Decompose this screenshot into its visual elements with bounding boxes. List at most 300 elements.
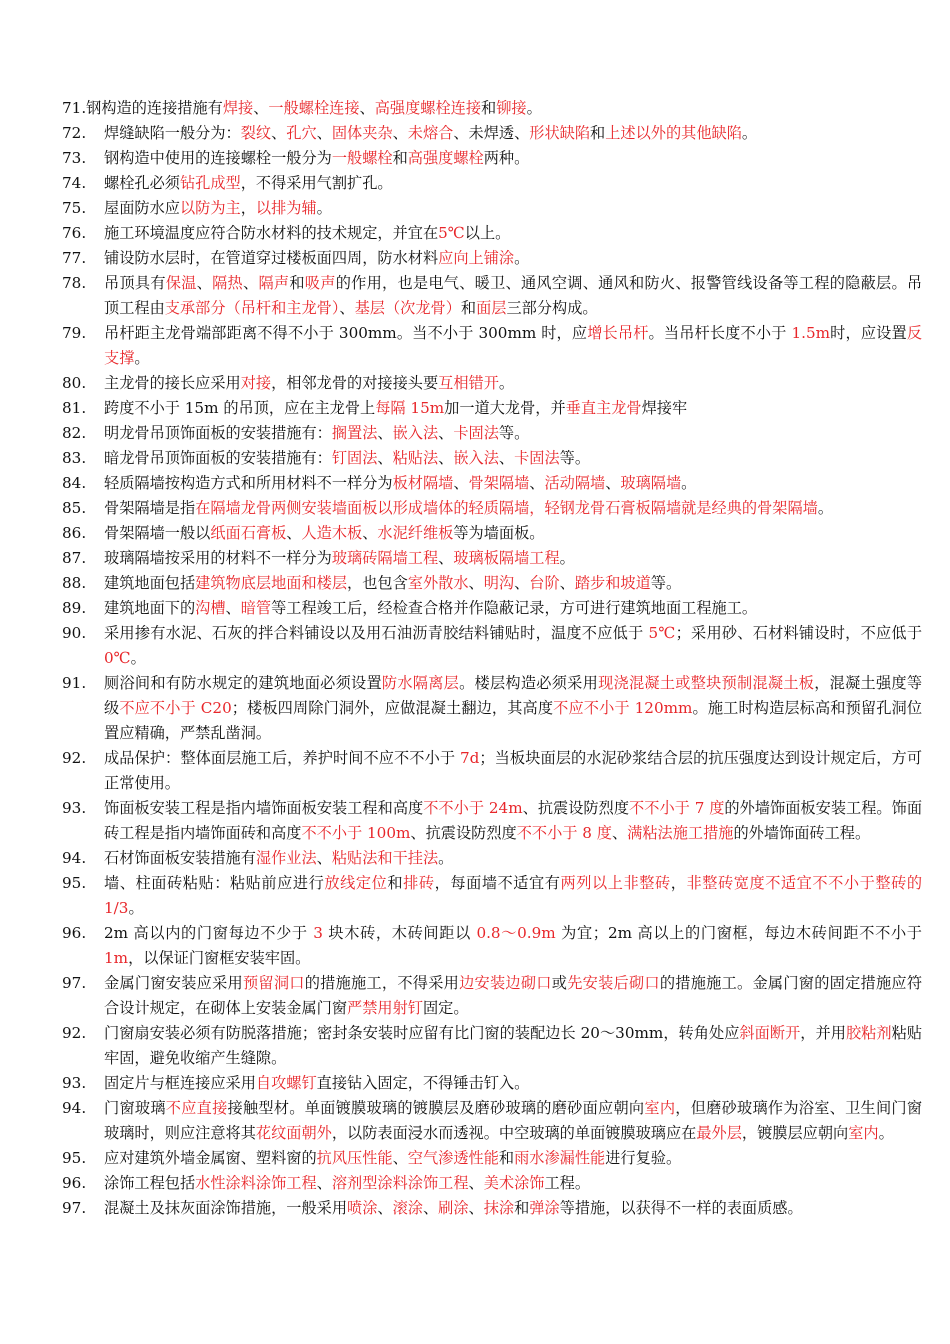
item-number: 71. <box>62 99 87 117</box>
item-text <box>104 446 922 471</box>
text-run: 等。 <box>498 424 530 442</box>
text-run: ，相邻龙骨的对接接头要 <box>271 374 439 392</box>
text-run: 的措施施工，不得采用 <box>304 974 460 992</box>
text-run: 。 <box>438 849 454 867</box>
text-run: 金属门窗安装应采用 <box>104 974 243 992</box>
highlighted-term: 以排为辅 <box>255 199 317 217</box>
highlighted-term: 嵌入法 <box>392 424 439 442</box>
text-run: ， <box>240 199 256 217</box>
highlighted-term: 钉固法 <box>331 449 378 467</box>
text-run: 、 <box>243 274 259 292</box>
item-number: 80. <box>62 374 87 392</box>
text-run: 、 <box>453 474 469 492</box>
text-run: 时，应设置 <box>830 324 907 342</box>
text-run: 涂饰工程包括 <box>104 1174 196 1192</box>
highlighted-term: 抗风压性能 <box>316 1149 393 1167</box>
text-run: 螺栓孔必须 <box>104 174 180 192</box>
text-run: 门窗扇安装必须有防脱落措施；密封条安装时应留有比门窗的装配边长 20～30mm，转角处应 <box>104 1024 740 1042</box>
item-number: 95. <box>62 874 87 892</box>
text-run: 石材饰面板安装措施有 <box>104 849 256 867</box>
highlighted-term: 高强度螺栓连接 <box>374 99 482 117</box>
text-run: 、抗震设防烈度 <box>522 799 630 817</box>
item-number: 91. <box>62 674 87 692</box>
text-run: 。 <box>878 1124 894 1142</box>
text-run: 跨度不小于 15m 的吊顶，应在主龙骨上 <box>104 399 376 417</box>
highlighted-term: 不应不小于 120mm <box>553 699 693 717</box>
text-run: ，但磨砂玻璃作为浴室、卫生间门窗玻璃时，则应注意将其 <box>104 1099 923 1142</box>
highlighted-term: 吸声 <box>304 274 336 292</box>
highlighted-term: 未熔合 <box>407 124 454 142</box>
highlighted-term: 喷涂 <box>347 1199 378 1217</box>
item-text <box>104 196 922 221</box>
text-run: ；当板块面层的水泥砂浆结合层的抗压强度达到设计规定后，方可正常使用。 <box>104 749 923 792</box>
text-run: 、 <box>316 124 332 142</box>
highlighted-term: 5℃ <box>438 224 465 242</box>
highlighted-term: 先安装后砌口 <box>567 974 660 992</box>
list-item <box>62 146 922 171</box>
text-run: 和 <box>481 99 497 117</box>
highlighted-term: 满粘法施工措施 <box>627 824 734 842</box>
text-run: 。当吊杆长度不小于 <box>648 324 792 342</box>
item-text <box>104 1171 922 1196</box>
text-run: 、 <box>611 824 628 842</box>
item-text <box>104 171 922 196</box>
highlighted-term: 0℃ <box>104 649 131 667</box>
text-run: 。 <box>681 474 697 492</box>
text-run: 焊缝缺陷一般分为： <box>104 124 241 142</box>
text-run: ；楼板四周除门洞外，应做混凝土翻边，其高度 <box>231 699 554 717</box>
text-run: 。楼层构造必须采用 <box>459 674 599 692</box>
highlighted-term: 垂直主龙骨 <box>565 399 642 417</box>
text-run: 墙、柱面砖粘贴：粘贴前应进行 <box>104 874 325 892</box>
text-run: 主龙骨的接长应采用 <box>104 374 241 392</box>
highlighted-term: 纸面石膏板 <box>210 524 287 542</box>
list-item <box>62 1071 922 1096</box>
highlighted-term: 应向上铺涂 <box>438 249 515 267</box>
item-number: 73. <box>62 149 87 167</box>
text-run: 、 <box>359 99 375 117</box>
list-item <box>62 1096 922 1146</box>
highlighted-term: 两列以上非整砖 <box>560 874 671 892</box>
item-text <box>104 671 922 746</box>
item-number: 77. <box>62 249 87 267</box>
item-text <box>104 571 922 596</box>
list-item <box>62 846 922 871</box>
text-run: 。施工时构造层标高和预留孔洞位置应精确，严禁乱凿洞。 <box>104 699 923 742</box>
text-run: 轻质隔墙按构造方式和所用材料不一样分为 <box>104 474 393 492</box>
highlighted-term: 高强度螺栓 <box>407 149 484 167</box>
list-item <box>62 546 922 571</box>
highlighted-term: 明沟 <box>483 574 515 592</box>
item-text <box>104 796 922 846</box>
item-number: 79. <box>62 324 87 342</box>
text-run: 接触型材。单面镀膜玻璃的镀膜层及磨砂玻璃的磨砂面应朝向 <box>227 1099 645 1117</box>
item-number: 92. <box>62 749 87 767</box>
item-number: 86. <box>62 524 87 542</box>
item-text <box>86 96 922 121</box>
text-run: ，不得采用气割扩孔。 <box>240 174 393 192</box>
text-run: 屋面防水应 <box>104 199 180 217</box>
highlighted-term: 孔穴 <box>286 124 317 142</box>
text-run: 或 <box>551 974 568 992</box>
list-item <box>62 271 922 321</box>
list-item <box>62 321 922 371</box>
highlighted-term: 钻孔成型 <box>179 174 241 192</box>
text-run: ，镀膜层应朝向 <box>741 1124 849 1142</box>
highlighted-term: 不应不小于 C20 <box>119 699 232 717</box>
highlighted-term: 互相错开 <box>438 374 499 392</box>
text-run: 、 <box>559 574 575 592</box>
highlighted-term: 每隔 15m <box>375 399 445 417</box>
text-run: 。 <box>130 649 146 667</box>
list-item <box>62 971 922 1021</box>
text-run: 、 <box>339 299 355 317</box>
item-number: 78. <box>62 274 87 292</box>
list-item <box>62 1146 922 1171</box>
text-run: 粘贴牢固，避免收缩产生缝隙。 <box>104 1024 923 1067</box>
text-run: ，也包含 <box>347 574 408 592</box>
highlighted-term: 雨水渗漏性能 <box>514 1149 606 1167</box>
list-item <box>62 221 922 246</box>
highlighted-term: 斜面断开 <box>739 1024 801 1042</box>
list-item <box>62 596 922 621</box>
highlighted-term: 铆接 <box>496 99 527 117</box>
item-text <box>104 871 922 921</box>
text-run: 、 <box>316 1174 332 1192</box>
text-run: 。 <box>316 199 332 217</box>
item-number: 74. <box>62 174 87 192</box>
item-text <box>104 596 922 621</box>
highlighted-term: 台阶 <box>529 574 560 592</box>
text-run: 建筑地面下的 <box>104 599 196 617</box>
item-text <box>104 521 922 546</box>
text-run: 的措施施工。金属门窗的固定措施应符合设计规定，在砌体上安装金属门窗 <box>104 974 923 1017</box>
highlighted-term: 美术涂饰 <box>483 1174 545 1192</box>
text-run: 和 <box>460 299 477 317</box>
text-run: 、 <box>498 449 515 467</box>
highlighted-term: 5℃ <box>648 624 676 642</box>
highlighted-term: 3 <box>313 924 323 942</box>
list-item <box>62 1171 922 1196</box>
text-run: 固定片与框连接应采用 <box>104 1074 256 1092</box>
list-item <box>62 246 922 271</box>
highlighted-term: 粘贴法和干挂法 <box>331 849 439 867</box>
highlighted-term: 建筑物底层地面和楼层 <box>195 574 347 592</box>
text-run: 、 <box>377 424 393 442</box>
highlighted-term: 不应直接 <box>165 1099 228 1117</box>
text-run: 块木砖，木砖间距以 <box>322 924 477 942</box>
highlighted-term: 一般螺栓 <box>331 149 393 167</box>
text-run: 。 <box>817 499 833 517</box>
highlighted-term: 基层（次龙骨） <box>354 299 461 317</box>
list-item <box>62 1196 922 1221</box>
list-item <box>62 746 922 796</box>
highlighted-term: 室外散水 <box>407 574 469 592</box>
text-run: 吊杆距主龙骨端部距离不得不小于 300mm。当不小于 300mm 时，应 <box>104 324 588 342</box>
text-run: 等工程竣工后，经检查合格并作隐蔽记录，方可进行建筑地面工程施工。 <box>271 599 758 617</box>
text-run: 等措施，以获得不一样的表面质感。 <box>559 1199 803 1217</box>
item-text <box>104 496 922 521</box>
item-number: 89. <box>62 599 87 617</box>
text-run: ；采用砂、石材料铺设时，不应低于 <box>675 624 923 642</box>
highlighted-term: 裂纹 <box>240 124 272 142</box>
item-text <box>104 221 922 246</box>
item-number: 93. <box>62 1074 87 1092</box>
item-number: 94. <box>62 1099 87 1117</box>
item-number: 93. <box>62 799 87 817</box>
highlighted-term: 对接 <box>240 374 272 392</box>
list-item <box>62 421 922 446</box>
highlighted-term: 滚涂 <box>392 1199 423 1217</box>
item-text <box>104 371 922 396</box>
text-run: 和 <box>289 274 305 292</box>
highlighted-term: 边安装边砌口 <box>459 974 552 992</box>
item-text <box>104 1096 922 1146</box>
text-run: 明龙骨吊顶饰面板的安装措施有： <box>104 424 332 442</box>
highlighted-term: 卡固法 <box>514 449 560 467</box>
text-run: 暗龙骨吊顶饰面板的安装措施有： <box>104 449 332 467</box>
text-run: 、抗震设防烈度 <box>410 824 517 842</box>
item-text <box>104 471 922 496</box>
highlighted-term: 骨架隔墙 <box>468 474 530 492</box>
text-run: 、 <box>514 574 530 592</box>
list-item <box>62 446 922 471</box>
text-run: 直接钻入固定，不得锤击钉入。 <box>316 1074 530 1092</box>
list-item <box>62 496 922 521</box>
text-run: 和 <box>387 874 404 892</box>
item-text <box>104 246 922 271</box>
text-run: 的外墙饰面板安装工程。饰面砖工程是指内墙饰面砖和高度 <box>104 799 923 842</box>
highlighted-term: 溶剂型涂料涂饰工程 <box>331 1174 469 1192</box>
text-run: 、 <box>377 1199 393 1217</box>
list-item <box>62 471 922 496</box>
item-text <box>104 1071 922 1096</box>
highlighted-term: 严禁用射钉 <box>347 999 423 1017</box>
list-item <box>62 196 922 221</box>
highlighted-term: 踏步和坡道 <box>574 574 651 592</box>
text-run: 。 <box>559 549 575 567</box>
highlighted-term: 嵌入法 <box>453 449 499 467</box>
highlighted-term: 保温 <box>165 274 197 292</box>
item-number: 92. <box>62 1024 87 1042</box>
text-run: ，并用 <box>800 1024 846 1042</box>
highlighted-term: 板材隔墙 <box>392 474 454 492</box>
text-run: 施工环境温度应符合防水材料的技术规定，并宜在 <box>104 224 439 242</box>
item-number: 95. <box>62 1149 87 1167</box>
text-run: 、 <box>468 1199 484 1217</box>
highlighted-term: 不不小于 7 度 <box>629 799 725 817</box>
highlighted-term: 自攻螺钉 <box>255 1074 317 1092</box>
highlighted-term: 支承部分（吊杆和主龙骨） <box>164 299 340 317</box>
highlighted-term: 非整砖宽度不适宜不不小于整砖的 1/3 <box>104 874 923 917</box>
highlighted-term: 焊接 <box>222 99 254 117</box>
text-run: 和 <box>514 1199 530 1217</box>
item-number: 87. <box>62 549 87 567</box>
highlighted-term: 玻璃砖隔墙工程 <box>331 549 439 567</box>
text-run: 以上。 <box>464 224 511 242</box>
item-number: 83. <box>62 449 87 467</box>
text-run: 2m 高以内的门窗每边不少于 <box>104 924 314 942</box>
highlighted-term: 7d <box>460 749 480 767</box>
text-run: 等。 <box>650 574 682 592</box>
list-item <box>62 571 922 596</box>
text-run: 厕浴间和有防水规定的建筑地面必须设置 <box>104 674 382 692</box>
text-run: 建筑地面包括 <box>104 574 196 592</box>
text-run: 加一道大龙骨，并 <box>444 399 566 417</box>
highlighted-term: 现浇混凝土或整块预制混凝土板 <box>598 674 815 692</box>
highlighted-term: 胶粘剂 <box>845 1024 892 1042</box>
document-body <box>62 96 922 1221</box>
item-text <box>104 271 922 321</box>
highlighted-term: 粘贴法 <box>392 449 439 467</box>
text-run: 。 <box>128 899 144 917</box>
item-number: 94. <box>62 849 87 867</box>
item-text <box>104 921 922 971</box>
item-text <box>104 121 922 146</box>
list-item <box>62 671 922 746</box>
highlighted-term: 以防为主 <box>179 199 241 217</box>
item-text <box>104 1146 922 1171</box>
text-run: 的外墙饰面砖工程。 <box>733 824 871 842</box>
text-run: 和 <box>590 124 606 142</box>
text-run: 。 <box>741 124 758 142</box>
highlighted-term: 室内 <box>848 1124 879 1142</box>
highlighted-term: 湿作业法 <box>255 849 317 867</box>
text-run: 门窗玻璃 <box>104 1099 166 1117</box>
item-number: 88. <box>62 574 87 592</box>
text-run: 两种。 <box>483 149 530 167</box>
text-run: 。 <box>526 99 542 117</box>
text-run: 应对建筑外墙金属窗、塑料窗的 <box>104 1149 317 1167</box>
highlighted-term: 1m <box>104 949 129 967</box>
text-run: 的作用，也是电气、暖卫、通风空调、通风和防火、报警管线设备等工程的隐蔽层。吊顶工程由 <box>104 274 923 317</box>
text-run: 骨架隔墙是指 <box>104 499 196 517</box>
item-number: 97. <box>62 1199 87 1217</box>
text-run: 和 <box>498 1149 515 1167</box>
highlighted-term: 抹涂 <box>483 1199 515 1217</box>
item-text <box>104 971 922 1021</box>
highlighted-term: 弹涂 <box>529 1199 560 1217</box>
item-number: 72. <box>62 124 87 142</box>
text-run: 。 <box>514 249 530 267</box>
text-run: 钢构造的连接措施有 <box>86 99 223 117</box>
item-text <box>104 621 922 671</box>
list-item <box>62 871 922 921</box>
text-run: 成品保护：整体面层施工后，养护时间不应不不小于 <box>104 749 461 767</box>
list-item <box>62 371 922 396</box>
item-text <box>104 1196 922 1221</box>
text-run: 混凝土及抹灰面涂饰措施，一般采用 <box>104 1199 347 1217</box>
highlighted-term: 水泥纤维板 <box>377 524 454 542</box>
highlighted-term: 形状缺陷 <box>529 124 590 142</box>
item-number: 75. <box>62 199 87 217</box>
text-run: 、 <box>286 524 302 542</box>
text-run: 、 <box>468 574 484 592</box>
text-run: 、 <box>377 449 393 467</box>
list-item <box>62 621 922 671</box>
highlighted-term: 隔热 <box>212 274 243 292</box>
text-run: 焊接牢 <box>641 399 688 417</box>
highlighted-term: 一般螺栓连接 <box>268 99 360 117</box>
list-item <box>62 121 922 146</box>
item-number: 82. <box>62 424 87 442</box>
text-run: 、 <box>316 849 332 867</box>
highlighted-term: 玻璃板隔墙工程 <box>453 549 560 567</box>
highlighted-term: 反支撑 <box>104 324 923 367</box>
text-run: 铺设防水层时，在管道穿过楼板面四周，防水材料 <box>104 249 439 267</box>
highlighted-term: 隔声 <box>258 274 290 292</box>
text-run: 、 <box>362 524 378 542</box>
highlighted-term: 人造木板 <box>301 524 363 542</box>
item-number: 85. <box>62 499 87 517</box>
highlighted-term: 0.8～0.9m <box>476 924 556 942</box>
item-number: 76. <box>62 224 87 242</box>
text-run: 为宜；2m 高以上的门窗框，每边木砖间距不不小于 <box>555 924 922 942</box>
text-run: 、 <box>468 1174 484 1192</box>
text-run: 等为墙面板。 <box>453 524 545 542</box>
list-item <box>62 96 922 121</box>
highlighted-term: 水性涂料涂饰工程 <box>195 1174 317 1192</box>
highlighted-term: 空气渗透性能 <box>407 1149 499 1167</box>
text-run: 采用掺有水泥、石灰的拌合料铺设以及用石油沥青胶结料铺贴时，温度不应低于 <box>104 624 649 642</box>
text-run: ，以保证门窗框安装牢固。 <box>128 949 311 967</box>
text-run: 骨架隔墙一般以 <box>104 524 211 542</box>
text-run: 、 <box>196 274 213 292</box>
text-run: 钢构造中使用的连接螺栓一般分为 <box>104 149 332 167</box>
text-run: ，混凝土强度等级 <box>104 674 923 717</box>
highlighted-term: 固体夹杂 <box>331 124 393 142</box>
text-run: 。 <box>498 374 515 392</box>
highlighted-term: 上述以外的其他缺陷 <box>605 124 742 142</box>
item-number: 90. <box>62 624 87 642</box>
highlighted-term: 排砖 <box>403 874 435 892</box>
text-run: 、 <box>529 474 545 492</box>
item-text <box>104 321 922 371</box>
highlighted-term: 在隔墙龙骨两侧安装墙面板以形成墙体的轻质隔墙，轻钢龙骨石膏板隔墙就是经典的骨架隔墙 <box>195 499 818 517</box>
text-run: 三部分构成。 <box>506 299 598 317</box>
text-run: 、 <box>605 474 621 492</box>
highlighted-term: 面层 <box>476 299 507 317</box>
highlighted-term: 室内 <box>644 1099 676 1117</box>
item-number: 84. <box>62 474 87 492</box>
text-run: 饰面板安装工程是指内墙饰面板安装工程和高度 <box>104 799 424 817</box>
text-run: 。 <box>134 349 150 367</box>
highlighted-term: 暗管 <box>240 599 272 617</box>
text-run: 、 <box>438 549 454 567</box>
item-number: 81. <box>62 399 87 417</box>
item-text <box>104 421 922 446</box>
item-text <box>104 746 922 796</box>
highlighted-term: 花纹面朝外 <box>255 1124 332 1142</box>
text-run: 、未焊透、 <box>453 124 530 142</box>
text-run: 、 <box>271 124 287 142</box>
list-item <box>62 396 922 421</box>
item-number: 97. <box>62 974 87 992</box>
text-run: 、 <box>253 99 269 117</box>
list-item <box>62 796 922 846</box>
highlighted-term: 活动隔墙 <box>544 474 606 492</box>
highlighted-term: 搁置法 <box>331 424 378 442</box>
highlighted-term: 不不小于 8 度 <box>516 824 612 842</box>
highlighted-term: 最外层 <box>696 1124 742 1142</box>
highlighted-term: 放线定位 <box>324 874 388 892</box>
text-run: 、 <box>392 124 408 142</box>
item-number: 96. <box>62 924 87 942</box>
text-run: 、 <box>392 1149 408 1167</box>
item-text <box>104 1021 922 1071</box>
highlighted-term: 预留洞口 <box>242 974 305 992</box>
list-item <box>62 171 922 196</box>
